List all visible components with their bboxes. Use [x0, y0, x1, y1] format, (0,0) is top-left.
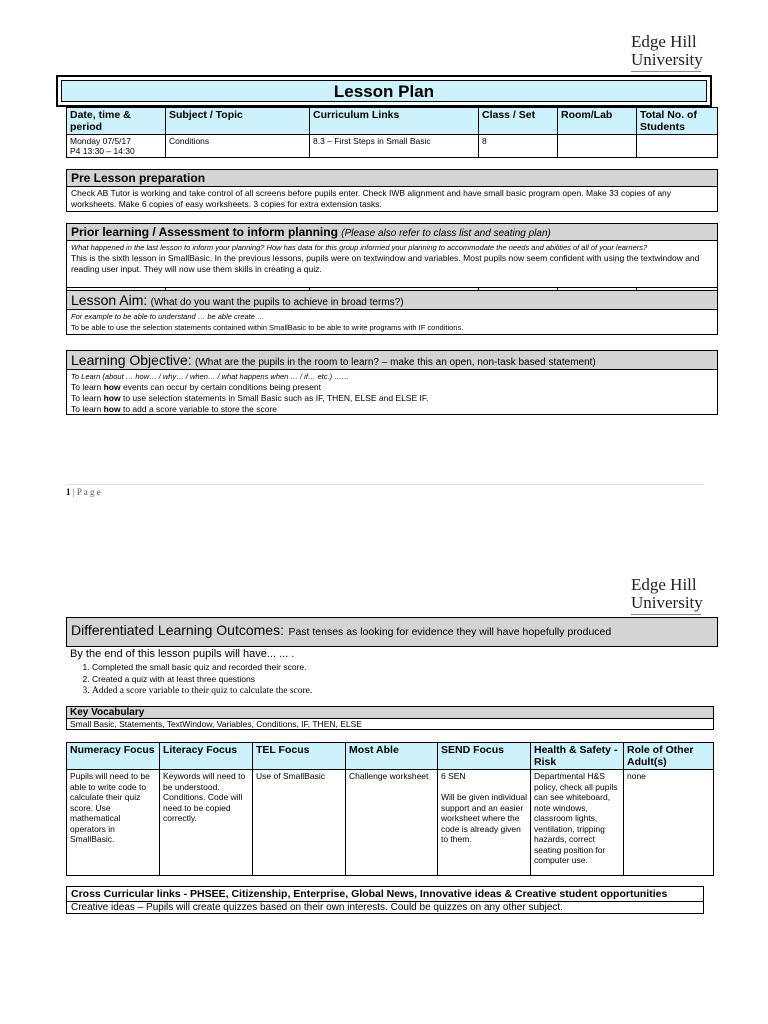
prior-learning-text: This is the sixth lesson in SmallBasic. In the previous lessons, pupils were on textwindow and variables. Most pupils now seem confident with using the textwindow and reading user input. They will now use them skills in creating a quiz. [71, 253, 700, 274]
outcomes-list [70, 661, 710, 697]
header-curriculum: Curriculum Links [310, 108, 479, 135]
pre-lesson-section [66, 169, 718, 212]
focus-header-row [67, 743, 714, 770]
prior-learning-prompt: What happened in the last lesson to inform your planning? How has data for this group informed your planning to accommodate the needs and abilities of all of your learners? [71, 243, 648, 252]
university-logo [631, 33, 703, 72]
learning-objective-header [67, 351, 717, 370]
logo-line-1: Edge Hill [631, 575, 697, 594]
prior-learning-header [67, 224, 717, 241]
header-room: Room/Lab [558, 108, 637, 135]
prior-learning-section [66, 223, 718, 299]
cell-numeracy: Pupils will need to be able to write code to calculate their quiz score. Use mathematical operators in SmallBasic. [67, 770, 160, 876]
dlo-note: Past tenses as looking for evidence they will have hopefully produced [288, 626, 612, 638]
page-divider [66, 484, 704, 485]
lesson-plan-title-box [56, 75, 712, 107]
outcome-item: 1. Completed the small basic quiz and recorded their score. [92, 661, 710, 673]
header-tel: TEL Focus [253, 743, 346, 770]
cell-most-able: Challenge worksheet [346, 770, 438, 876]
logo-line-2: University [631, 593, 703, 612]
header-literacy: Literacy Focus [160, 743, 253, 770]
prior-learning-heading: Prior learning / Assessment to inform planning [71, 225, 338, 239]
cross-curricular-heading: Cross Curricular links - PHSEE, Citizenship, Enterprise, Global News, Innovative ideas & Creative student opportunities [67, 887, 704, 902]
logo-rule [631, 614, 701, 615]
objective-line: To learn how to add a score variable to store the score [71, 404, 278, 414]
cell-curriculum: 8.3 – First Steps in Small Basic [310, 135, 479, 158]
header-send: SEND Focus [438, 743, 531, 770]
learning-objective-heading: Learning Objective: [71, 352, 192, 368]
cell-room [558, 135, 637, 158]
focus-table [66, 742, 714, 876]
header-total-students: Total No. of Students [637, 108, 718, 135]
lesson-aim-heading: Lesson Aim: [71, 292, 148, 308]
dlo-heading: Differentiated Learning Outcomes: [71, 622, 284, 638]
cell-send: 6 SEN Will be given individual support and an easier worksheet where the code is already given to them. [438, 770, 531, 876]
objective-line: To learn how events can occur by certain conditions being present [71, 382, 321, 392]
logo-line-2: University [631, 50, 703, 69]
cell-health-safety: Departmental H&S policy, check all pupils can see whiteboard, note windows, classroom lights, ventilation, tripping hazards, correct seating position for computer use. [531, 770, 624, 876]
lesson-details-row [67, 135, 718, 158]
page-label: P a g e [76, 487, 101, 497]
learning-objective-prompt: To Learn (about … how… / why… / when… / what happens when … / if… etc.) …… [71, 372, 350, 381]
outcome-item: 2. Created a quiz with at least three questions [92, 673, 710, 685]
page-title: Lesson Plan [61, 80, 707, 102]
prior-learning-note: (Please also refer to class list and seating plan) [341, 228, 551, 239]
key-vocabulary-table [66, 706, 714, 730]
learning-objective-section [66, 350, 718, 415]
cell-tel: Use of SmallBasic [253, 770, 346, 876]
differentiated-outcomes-header [66, 617, 718, 647]
focus-content-row [67, 770, 714, 876]
page-footer: 1 | P a g e [66, 487, 101, 497]
header-subject: Subject / Topic [166, 108, 310, 135]
outcomes-block [70, 648, 710, 697]
header-health-safety: Health & Safety - Risk [531, 743, 624, 770]
university-logo-2 [631, 576, 703, 615]
lesson-aim-note: (What do you want the pupils to achieve in broad terms?) [150, 297, 404, 308]
pre-lesson-text: Check AB Tutor is working and take control of all screens before pupils enter. Check IWB alignment and have small basic program open. Make 33 copies of any worksheets. Make 6 copies of easy worksheets. 3 copies for extra extension tasks. [71, 188, 672, 209]
cell-literacy: Keywords will need to be understood. Conditions. Code will need to be copied correctly. [160, 770, 253, 876]
header-class: Class / Set [479, 108, 558, 135]
pre-lesson-heading: Pre Lesson preparation [67, 170, 717, 187]
lesson-aim-header [67, 291, 717, 310]
vocab-heading: Key Vocabulary [67, 707, 714, 719]
lesson-aim-section [66, 290, 718, 335]
cell-other-adults: none [624, 770, 714, 876]
lesson-aim-text: To be able to use the selection statements contained within SmallBasic to be able to write programs with IF conditions. [71, 323, 464, 332]
logo-line-1: Edge Hill [631, 32, 697, 51]
cross-curricular-text: Creative ideas – Pupils will create quizzes based on their own interests. Could be quizzes on any other subject. [67, 902, 704, 914]
lesson-aim-prompt: For example to be able to understand … be able create … [71, 312, 265, 321]
cell-total-students [637, 135, 718, 158]
cell-date: Monday 07/5/17 P4 13:30 – 14:30 [67, 135, 166, 158]
vocab-text: Small Basic, Statements, TextWindow, Variables, Conditions, IF, THEN, ELSE [67, 719, 714, 730]
outcome-item: 3. Added a score variable to their quiz to calculate the score. [92, 685, 710, 697]
lesson-details-header-row [67, 108, 718, 135]
cross-curricular-table [66, 886, 704, 914]
learning-objective-note: (What are the pupils in the room to learn? – make this an open, non-task based statement) [194, 357, 596, 368]
objective-line: To learn how to use selection statements in Small Basic such as IF, THEN, ELSE and ELSE IF. [71, 393, 429, 403]
cell-subject: Conditions [166, 135, 310, 158]
lesson-details-table [66, 107, 718, 158]
page-number: 1 [66, 487, 71, 497]
header-date: Date, time & period [67, 108, 166, 135]
outcomes-intro: By the end of this lesson pupils will have... ... . [70, 648, 295, 660]
header-numeracy: Numeracy Focus [67, 743, 160, 770]
cell-class: 8 [479, 135, 558, 158]
logo-rule [631, 71, 701, 72]
header-other-adults: Role of Other Adult(s) [624, 743, 714, 770]
header-most-able: Most Able [346, 743, 438, 770]
